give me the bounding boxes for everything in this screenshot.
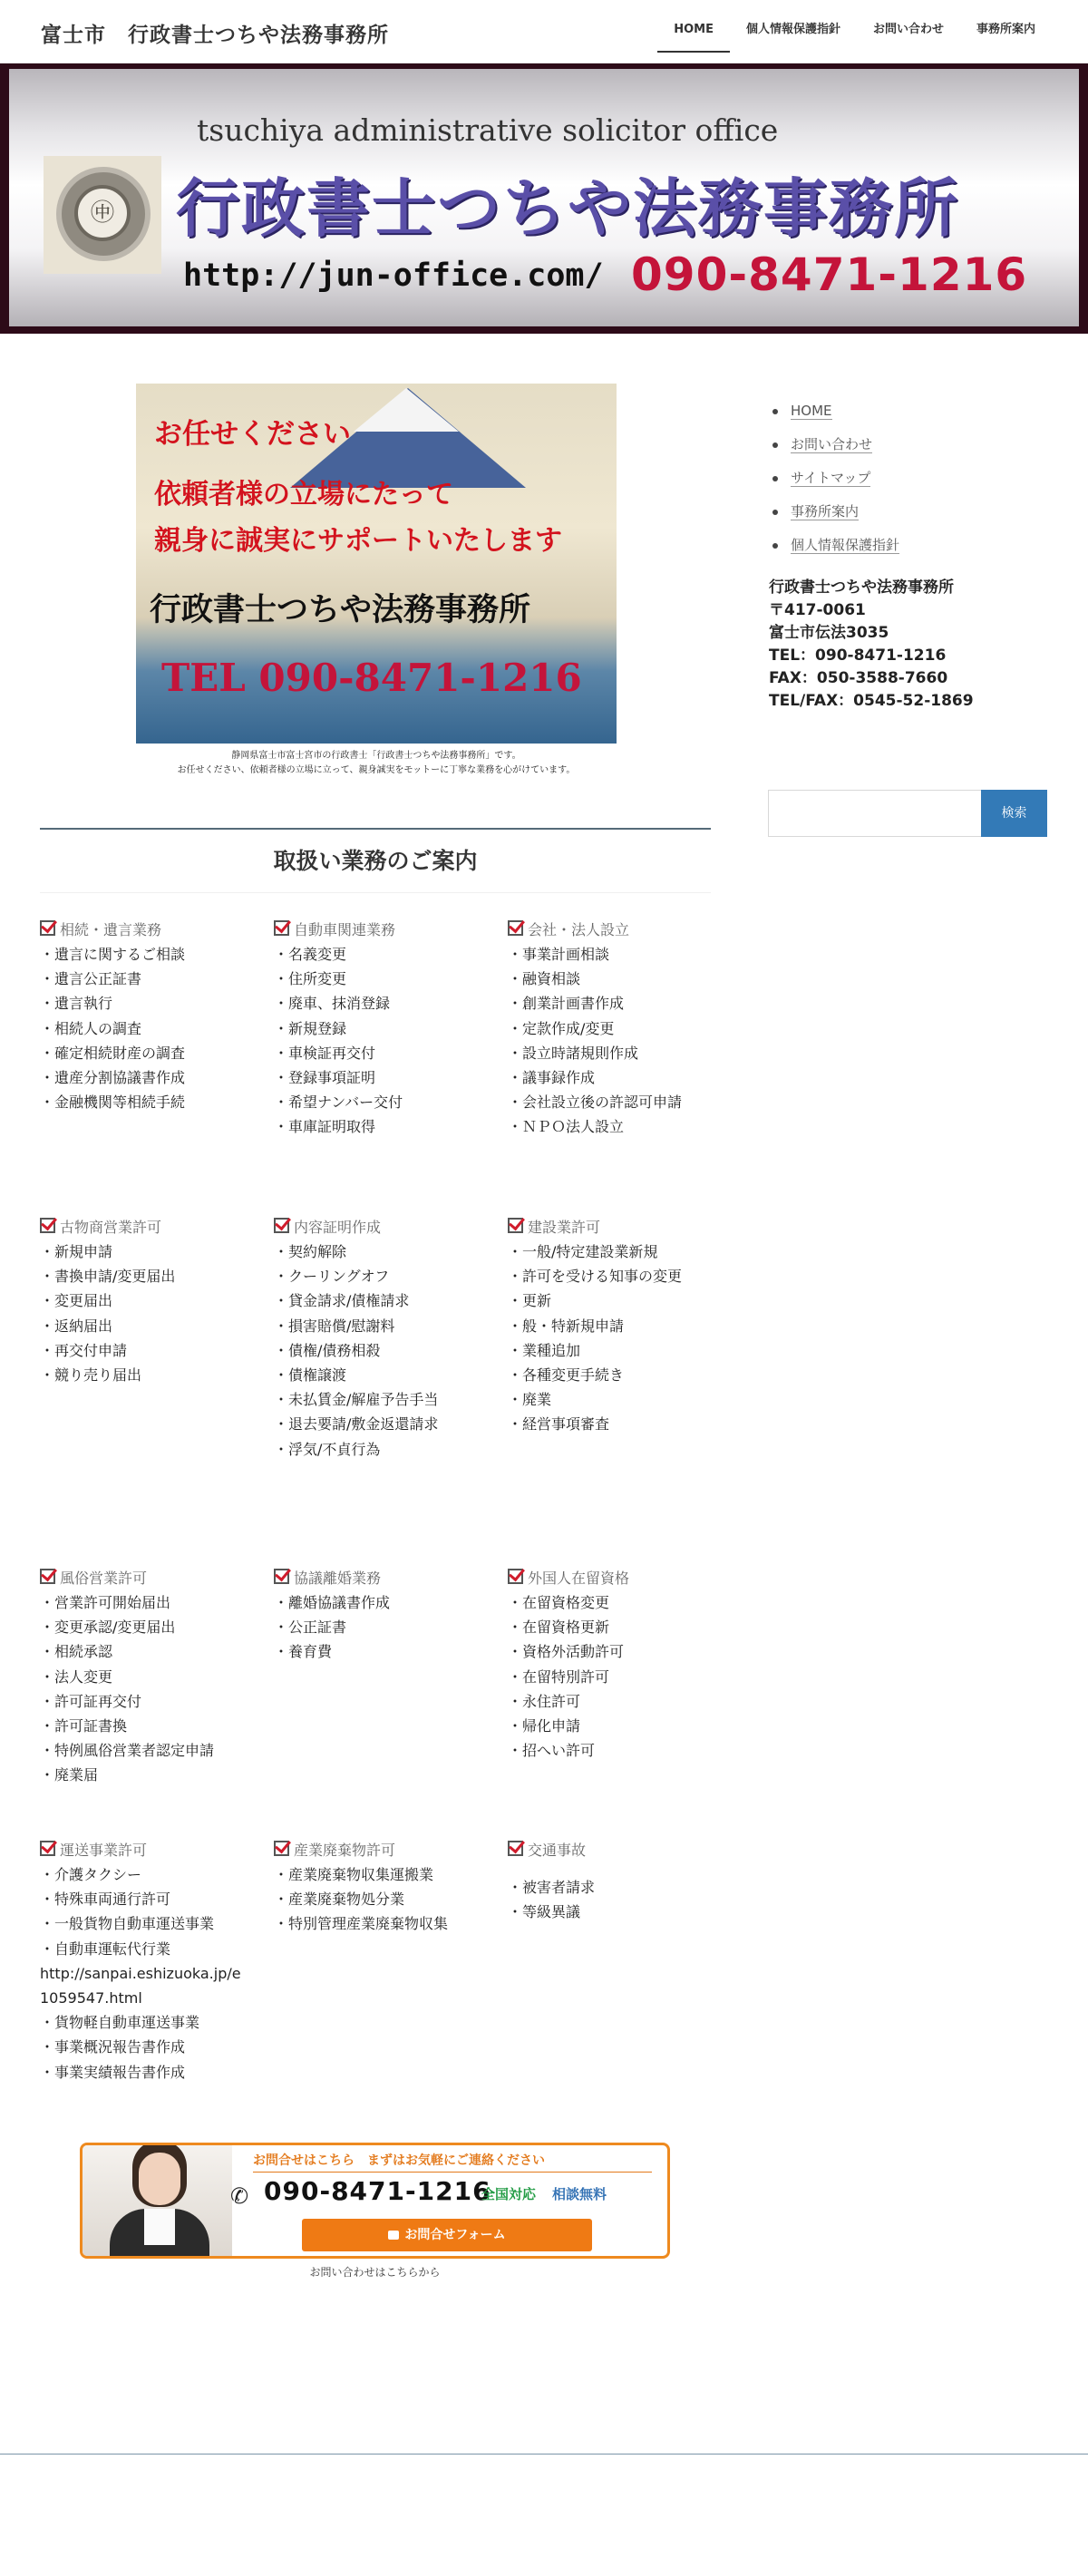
office-logo-icon: ㊥ xyxy=(44,156,161,274)
service-item: ・各種変更手続き xyxy=(508,1366,625,1385)
section-divider xyxy=(40,828,711,830)
service-item: ・遺産分割協議書作成 xyxy=(40,1069,186,1087)
service-item: ・クーリングオフ xyxy=(274,1268,390,1286)
hero-line-2: 依頼者様の立場にたって xyxy=(154,479,453,510)
checkbox-icon xyxy=(40,920,55,936)
service-item: ・帰化申請 xyxy=(508,1717,581,1735)
service-item: ・産業廃棄物収集運搬業 xyxy=(274,1866,434,1883)
service-item: ・経営事項審査 xyxy=(508,1415,610,1434)
site-title[interactable]: 富士市 行政書士つちや法務事務所 xyxy=(41,24,389,47)
service-item: ・融資相談 xyxy=(508,970,581,988)
service-category xyxy=(508,1566,742,1763)
sidebar-nav xyxy=(769,394,1050,562)
checkbox-icon xyxy=(274,1569,289,1584)
service-category-title: 自動車関連業務 xyxy=(274,918,508,942)
service-item: ・債権譲渡 xyxy=(274,1366,347,1385)
service-category-title: 会社・法人設立 xyxy=(508,918,742,942)
contact-free: 相談無料 xyxy=(552,2186,607,2202)
service-item: ・招へい許可 xyxy=(508,1742,596,1760)
service-category xyxy=(40,1215,274,1387)
service-category-title: 建設業許可 xyxy=(508,1215,742,1239)
checkbox-icon xyxy=(274,1841,289,1856)
service-category-title: 協議離婚業務 xyxy=(274,1566,508,1590)
service-item: ・登録事項証明 xyxy=(274,1069,376,1087)
sidebar xyxy=(769,394,1050,713)
service-item: ・介護タクシー xyxy=(40,1866,142,1883)
global-nav xyxy=(657,0,1052,63)
service-item: ・希望ナンバー交付 xyxy=(274,1094,403,1112)
hero-tel: TEL 090-8471-1216 xyxy=(161,656,582,700)
service-item: ・許可証再交付 xyxy=(40,1692,142,1710)
service-item: ・相続承認 xyxy=(40,1643,113,1661)
service-item: ・金融機関等相続手続 xyxy=(40,1094,186,1112)
sidebar-item-sitemap[interactable]: サイトマップ xyxy=(769,462,1050,495)
service-item: ・変更届出 xyxy=(40,1292,113,1310)
banner-office-name: 行政書士つちや法務事務所 xyxy=(176,171,959,246)
service-category xyxy=(274,1838,508,1937)
checkbox-icon xyxy=(274,920,289,936)
service-category xyxy=(508,1215,742,1437)
service-item: ・許可を受ける知事の変更 xyxy=(508,1268,683,1286)
service-item: ・特別管理産業廃棄物収集 xyxy=(274,1915,449,1933)
service-item: ・在留特別許可 xyxy=(508,1667,610,1686)
search-form xyxy=(768,790,1047,837)
service-item: ・一般/特定建設業新規 xyxy=(508,1243,658,1260)
service-item: ・再交付申請 xyxy=(40,1341,128,1359)
service-item: ・業種追加 xyxy=(508,1341,581,1359)
header-banner[interactable] xyxy=(0,63,1088,334)
service-item: ・廃業届 xyxy=(40,1766,99,1784)
checkbox-icon xyxy=(40,1569,55,1584)
office-name: 行政書士つちや法務事務所 xyxy=(769,578,954,597)
hero-caption-2: お任せください、依頼者様の立場に立って、親身誠実をモットーに丁寧な業務を心がけています。 xyxy=(177,765,576,775)
service-item: ・一般貨物自動車運送事業 xyxy=(40,1915,215,1933)
nav-privacy[interactable]: 個人情報保護指針 xyxy=(745,23,840,36)
service-category xyxy=(274,918,508,1140)
service-item: ・返納届出 xyxy=(40,1317,113,1335)
nav-home[interactable]: HOME xyxy=(657,0,730,53)
service-item: ・営業許可開始届出 xyxy=(40,1594,171,1611)
service-category xyxy=(40,1838,274,2085)
nav-office[interactable]: 事務所案内 xyxy=(976,23,1035,36)
service-item: ・貸金請求/債権請求 xyxy=(274,1292,410,1310)
banner-english-name: tsuchiya administrative solicitor office xyxy=(197,112,779,148)
service-item: ・車庫証明取得 xyxy=(274,1118,376,1136)
sidebar-item-contact[interactable]: お問い合わせ xyxy=(769,428,1050,462)
service-item: ・退去要請/敷金返還請求 xyxy=(274,1415,439,1434)
service-item: ・事業実績報告書作成 xyxy=(40,2063,186,2081)
service-item: ・公正証書 xyxy=(274,1619,347,1637)
service-item: ・在留資格変更 xyxy=(508,1594,610,1611)
service-item: ・新規申請 xyxy=(40,1243,113,1260)
contact-caption: お問い合わせはこちらから xyxy=(309,2266,441,2279)
service-category xyxy=(274,1215,508,1462)
service-item: ・被害者請求 xyxy=(508,1879,596,1896)
service-item: ・書換申請/変更届出 xyxy=(40,1268,176,1286)
search-button[interactable]: 検索 xyxy=(981,790,1047,837)
service-item: ・相続人の調査 xyxy=(40,1019,142,1037)
service-item: ・住所変更 xyxy=(274,970,347,988)
checkbox-icon xyxy=(508,920,523,936)
service-item: ・養育費 xyxy=(274,1643,333,1661)
office-tel: TEL：090-8471-1216 xyxy=(769,646,947,665)
service-category xyxy=(40,1566,274,1788)
service-item: ・特例風俗営業者認定申請 xyxy=(40,1742,215,1760)
service-item: ・廃車、抹消登録 xyxy=(274,995,391,1013)
service-item: ・更新 xyxy=(508,1292,552,1310)
service-item: ・会社設立後の許認可申請 xyxy=(508,1094,683,1112)
service-category xyxy=(508,1838,742,1924)
service-category xyxy=(508,918,742,1140)
service-category xyxy=(274,1566,508,1665)
service-item: ・自動車運転代行業 xyxy=(40,1939,171,1958)
service-item: ・未払賃金/解雇予告手当 xyxy=(274,1391,439,1409)
hero-caption-1: 静岡県富士市富士宮市の行政書士「行政書士つちや法務事務所」です。 xyxy=(231,751,521,761)
service-category-title: 産業廃棄物許可 xyxy=(274,1838,508,1862)
contact-banner[interactable] xyxy=(80,2143,670,2259)
contact-nationwide: 全国対応 xyxy=(481,2186,537,2202)
sidebar-item-office[interactable]: 事務所案内 xyxy=(769,495,1050,529)
service-category-title: 外国人在留資格 xyxy=(508,1566,742,1590)
service-item: ・確定相続財産の調査 xyxy=(40,1044,186,1062)
hero-image xyxy=(136,384,617,744)
hero-line-1: お任せください xyxy=(154,418,351,451)
service-category-title: 古物商営業許可 xyxy=(40,1215,274,1239)
service-item: ・遺言に関するご相談 xyxy=(40,946,186,963)
service-category-title: 運送事業許可 xyxy=(40,1838,274,1862)
contact-form-button[interactable]: お問合せフォーム xyxy=(302,2219,592,2251)
service-category-title: 相続・遺言業務 xyxy=(40,918,274,942)
service-item: ・特殊車両通行許可 xyxy=(40,1891,171,1909)
service-category-title: 内容証明作成 xyxy=(274,1215,508,1239)
service-item: ・ＮＰＯ法人設立 xyxy=(508,1118,625,1136)
service-item: ・車検証再交付 xyxy=(274,1044,376,1062)
contact-tel: 090-8471-1216 xyxy=(264,2176,491,2206)
services-title: 取扱い業務のご案内 xyxy=(273,848,478,874)
service-link[interactable]: http://sanpai.eshizuoka.jp/e1059547.html xyxy=(40,1964,241,2007)
nav-contact[interactable]: お問い合わせ xyxy=(872,23,944,36)
service-item: ・永住許可 xyxy=(508,1692,581,1710)
service-item: ・議事録作成 xyxy=(508,1069,596,1087)
office-telfax: TEL/FAX：0545-52-1869 xyxy=(769,692,974,710)
checkbox-icon xyxy=(508,1569,523,1584)
service-item: ・契約解除 xyxy=(274,1243,347,1260)
office-fax: FAX：050-3588-7660 xyxy=(769,669,948,687)
service-item: ・産業廃棄物処分業 xyxy=(274,1891,405,1909)
checkbox-icon xyxy=(274,1218,289,1233)
service-item: ・債権/債務相殺 xyxy=(274,1341,381,1359)
service-item: ・設立時諸規則作成 xyxy=(508,1044,639,1062)
site-header xyxy=(0,0,1088,63)
service-category xyxy=(40,918,274,1114)
banner-url: http://jun-office.com/ xyxy=(183,258,604,294)
office-info xyxy=(769,577,1050,713)
service-item: ・貨物軽自動車運送事業 xyxy=(40,2014,200,2032)
bag-icon xyxy=(388,2231,399,2240)
service-item: ・事業概況報告書作成 xyxy=(40,2038,186,2056)
hero-line-3: 親身に誠実にサポートいたします xyxy=(154,525,562,557)
office-postal: 〒417-0061 xyxy=(769,601,866,619)
service-category-title: 交通事故 xyxy=(508,1838,742,1862)
service-item: ・許可証書換 xyxy=(40,1717,128,1735)
service-item: ・競り売り届出 xyxy=(40,1366,142,1385)
sidebar-item-home[interactable]: HOME xyxy=(769,394,1050,428)
service-item: ・等級異議 xyxy=(508,1903,581,1921)
service-item: ・在留資格更新 xyxy=(508,1619,610,1637)
office-address: 富士市伝法3035 xyxy=(769,624,889,642)
operator-photo xyxy=(83,2145,232,2259)
banner-tel: 090-8471-1216 xyxy=(631,248,1028,301)
checkbox-icon xyxy=(508,1841,523,1856)
phone-icon: ✆ xyxy=(230,2183,249,2209)
service-item: ・資格外活動許可 xyxy=(508,1643,625,1661)
service-item: ・浮気/不貞行為 xyxy=(274,1440,381,1458)
service-item: ・新規登録 xyxy=(274,1019,347,1037)
service-item: ・法人変更 xyxy=(40,1667,113,1686)
checkbox-icon xyxy=(40,1841,55,1856)
service-item: ・定款作成/変更 xyxy=(508,1019,615,1037)
service-item: ・名義変更 xyxy=(274,946,347,963)
service-item: ・事業計画相談 xyxy=(508,946,610,963)
sidebar-item-privacy[interactable]: 個人情報保護指針 xyxy=(769,529,1050,562)
service-item: ・般・特新規申請 xyxy=(508,1317,625,1335)
service-item: ・廃業 xyxy=(508,1391,552,1409)
service-item: ・損害賠償/慰謝料 xyxy=(274,1317,395,1335)
service-item: ・遺言公正証書 xyxy=(40,970,142,988)
service-item: ・遺言執行 xyxy=(40,995,113,1013)
checkbox-icon xyxy=(508,1218,523,1233)
service-item: ・変更承認/変更届出 xyxy=(40,1619,176,1637)
hero-office-name: 行政書士つちや法務事務所 xyxy=(150,591,531,628)
search-input[interactable] xyxy=(768,790,981,837)
checkbox-icon xyxy=(40,1218,55,1233)
service-item: ・創業計画書作成 xyxy=(508,995,625,1013)
service-category-title: 風俗営業許可 xyxy=(40,1566,274,1590)
service-item: ・離婚協議書作成 xyxy=(274,1594,391,1611)
contact-heading: お問合せはこちら まずはお気軽にご連絡ください xyxy=(253,2153,545,2168)
